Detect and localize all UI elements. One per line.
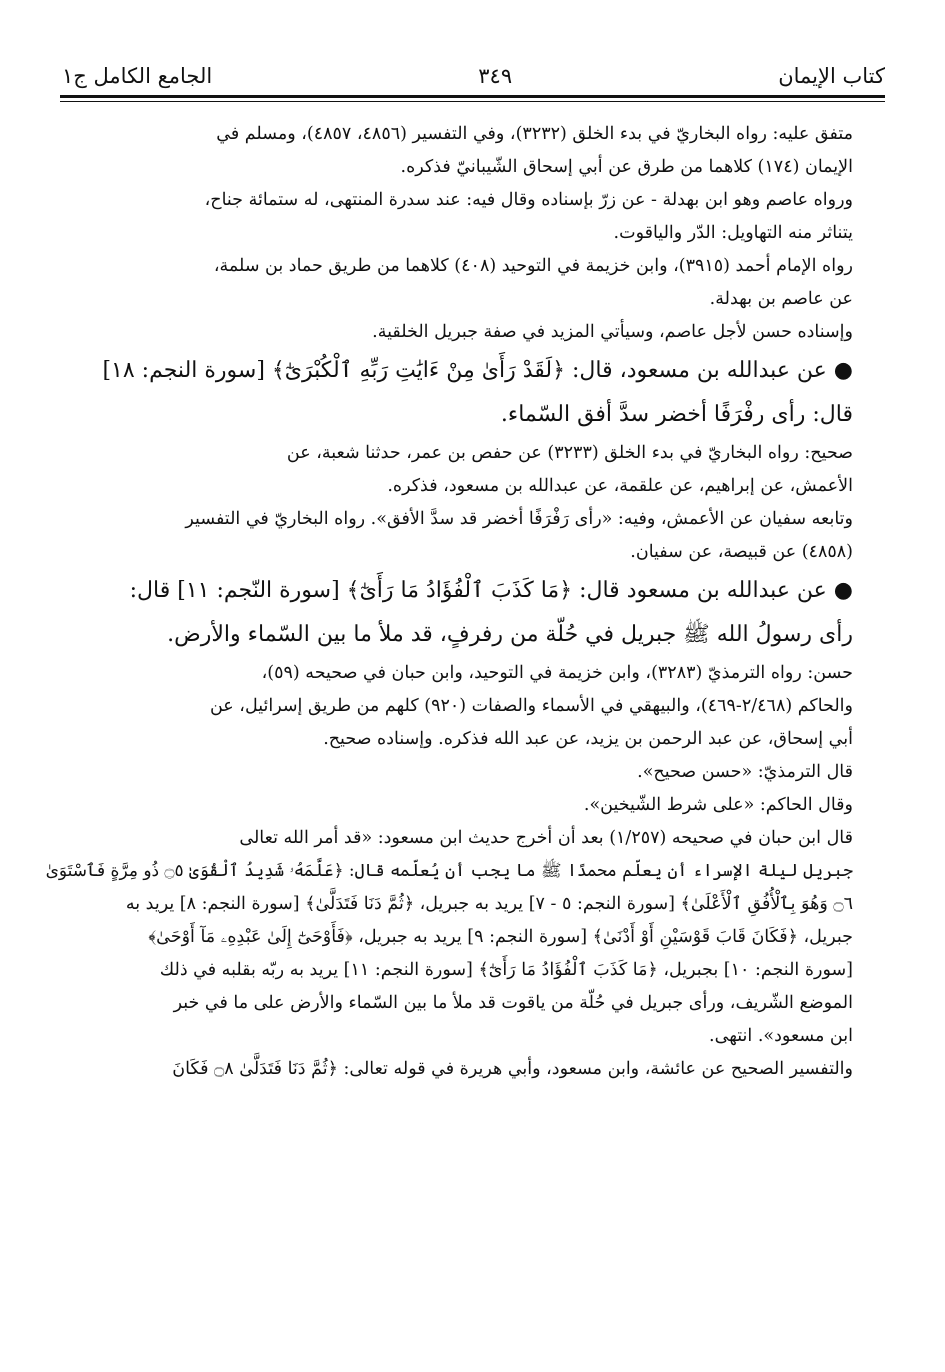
text-line: (٤٨٥٨) عن قبيصة، عن سفيان. bbox=[630, 542, 853, 562]
paragraph-p11 bbox=[58, 789, 885, 822]
header-thin-rule bbox=[60, 101, 885, 102]
text-line: قال الترمذيّ: «حسن صحيح». bbox=[637, 762, 853, 782]
text-line: حسن: رواه الترمذيّ (٣٢٨٣)، وابن خزيمة في التوحيد، وابن حبان في صحيحه (٥٩)، bbox=[261, 663, 853, 683]
hadith-p8 bbox=[58, 569, 885, 657]
hadith-line: رأى رسولُ الله ﷺ جبريل في حُلّة من رفرفٍ، قد ملأ ما بين السّماء والأرض. bbox=[167, 622, 853, 647]
text-line: الأعمش، عن إبراهيم، عن علقمة، عن عبدالله بن مسعود، فذكره. bbox=[387, 476, 853, 496]
text-line: وتابعه سفيان عن الأعمش، وفيه: «رأى رَفْرَفًا أخضر قد سدَّ الأفق». رواه البخاريّ في التفسير bbox=[185, 509, 853, 529]
text-line: ۝٦ وَهُوَ بِٱلْأُفُقِ ٱلْأَعْلَىٰ﴾ [سورة النجم: ٥ - ٧] يريد به جبريل، ﴿ثُمَّ دَنَا فَتَدَلَّىٰ﴾ [سورة النجم: ٨] يريد به bbox=[125, 894, 853, 914]
text-line: [سورة النجم: ١٠] بجبريل، ﴿مَا كَذَبَ ٱلْفُؤَادُ مَا رَأَىٰٓ﴾ [سورة النجم: ١١] يريد به ربّه بقلبه في ذلك bbox=[159, 960, 853, 980]
text-line: والحاكم (٢/٤٦٨-٤٦٩)، والبيهقي في الأسماء والصفات (٩٢٠) كلهم من طريق إسرائيل، عن bbox=[209, 696, 853, 716]
header-thick-rule bbox=[60, 95, 885, 98]
text-line: وقال الحاكم: «على شرط الشّيخين». bbox=[583, 795, 853, 815]
text-line: أبي إسحاق، عن عبد الرحمن بن يزيد، عن عبد الله فذكره. وإسناده صحيح. bbox=[323, 729, 853, 749]
paragraph-p12 bbox=[45, 822, 885, 1053]
text-line: قال ابن حبان في صحيحه (١/٢٥٧) بعد أن أخرج حديث ابن مسعود: «قد أمر الله تعالى bbox=[239, 828, 853, 848]
paragraph-p9 bbox=[58, 657, 885, 756]
hadith-line: قال: رأى رفْرَفًا أخضر سدَّ أفق السّماء. bbox=[500, 402, 853, 427]
hadith-line: ● عن عبدالله بن مسعود قال: ﴿مَا كَذَبَ ٱلْفُؤَادُ مَا رَأَىٰٓ﴾ [سورة النّجم: ١١] قال: bbox=[129, 578, 853, 603]
text-line: ورواه عاصم وهو ابن بهدلة - عن زرّ بإسناده وقال فيه: عند سدرة المنتهى، له ستمائة جناح، bbox=[204, 190, 853, 210]
page-body bbox=[45, 118, 885, 1086]
page-header bbox=[62, 50, 885, 90]
page-number: ٣٤٩ bbox=[478, 64, 513, 88]
paragraph-p10 bbox=[58, 756, 885, 789]
paragraph-p7 bbox=[58, 503, 885, 569]
text-line: الموضع الشّريف، ورأى جبريل في حُلّة من ياقوت قد ملأ ما بين السّماء والأرض على ما في خبر bbox=[173, 993, 853, 1013]
hadith-p5 bbox=[58, 349, 885, 437]
paragraph-p6 bbox=[58, 437, 885, 503]
text-line: جبريل، ﴿فَكَانَ قَابَ قَوْسَيْنِ أَوْ أَدْنَىٰ﴾ [سورة النجم: ٩] يريد به جبريل، ﴿فَأَوْحَىٰٓ إِلَىٰ عَبْدِهِۦ مَآ أَوْحَىٰ﴾ bbox=[148, 927, 853, 947]
text-line: جبريل ليلة الإسراء أن يعلّم محمدًا ﷺ ما يجب أن يُعلّمه قال: ﴿عَلَّمَهُۥ شَدِيدُ ٱلْقُوَىٰ ۝٥ ذُو مِرَّةٍ فَٱسْتَوَىٰ bbox=[45, 861, 853, 881]
paragraph-p2 bbox=[58, 184, 885, 250]
hadith-line: ● عن عبدالله بن مسعود، قال: ﴿لَقَدْ رَأَىٰ مِنْ ءَايَٰتِ رَبِّهِ ٱلْكُبْرَىٰٓ﴾ [سورة النجم: ١٨] bbox=[102, 358, 853, 383]
text-line: ابن مسعود». انتهى. bbox=[709, 1026, 853, 1046]
text-line: الإيمان (١٧٤) كلاهما من طرق عن أبي إسحاق الشّيبانيّ فذكره. bbox=[400, 157, 853, 177]
paragraph-p4 bbox=[58, 316, 885, 349]
text-line: متفق عليه: رواه البخاريّ في بدء الخلق (٣٢٣٢)، وفي التفسير (٤٨٥٦، ٤٨٥٧)، ومسلم في bbox=[216, 124, 853, 144]
text-line: يتناثر منه التهاويل: الدّر والياقوت. bbox=[613, 223, 853, 243]
text-line: رواه الإمام أحمد (٣٩١٥)، وابن خزيمة في التوحيد (٤٠٨) كلاهما من طريق حماد بن سلمة، bbox=[213, 256, 853, 276]
paragraph-p3 bbox=[58, 250, 885, 316]
text-line: والتفسير الصحيح عن عائشة، وابن مسعود، وأبي هريرة في قوله تعالى: ﴿ثُمَّ دَنَا فَتَدَلَّىٰ ۝٨ فَكَانَ bbox=[172, 1059, 853, 1079]
book-title: كتاب الإيمان bbox=[778, 64, 885, 88]
text-line: عن عاصم بن بهدلة. bbox=[709, 289, 853, 309]
paragraph-p1 bbox=[58, 118, 885, 184]
text-line: وإسناده حسن لأجل عاصم، وسيأتي المزيد في صفة جبريل الخلقية. bbox=[372, 322, 853, 342]
text-line: صحيح: رواه البخاريّ في بدء الخلق (٣٢٣٣) عن حفص بن عمر، حدثنا شعبة، عن bbox=[286, 443, 853, 463]
paragraph-p13 bbox=[58, 1053, 885, 1086]
series-title: الجامع الكامل ج١ bbox=[62, 64, 213, 88]
